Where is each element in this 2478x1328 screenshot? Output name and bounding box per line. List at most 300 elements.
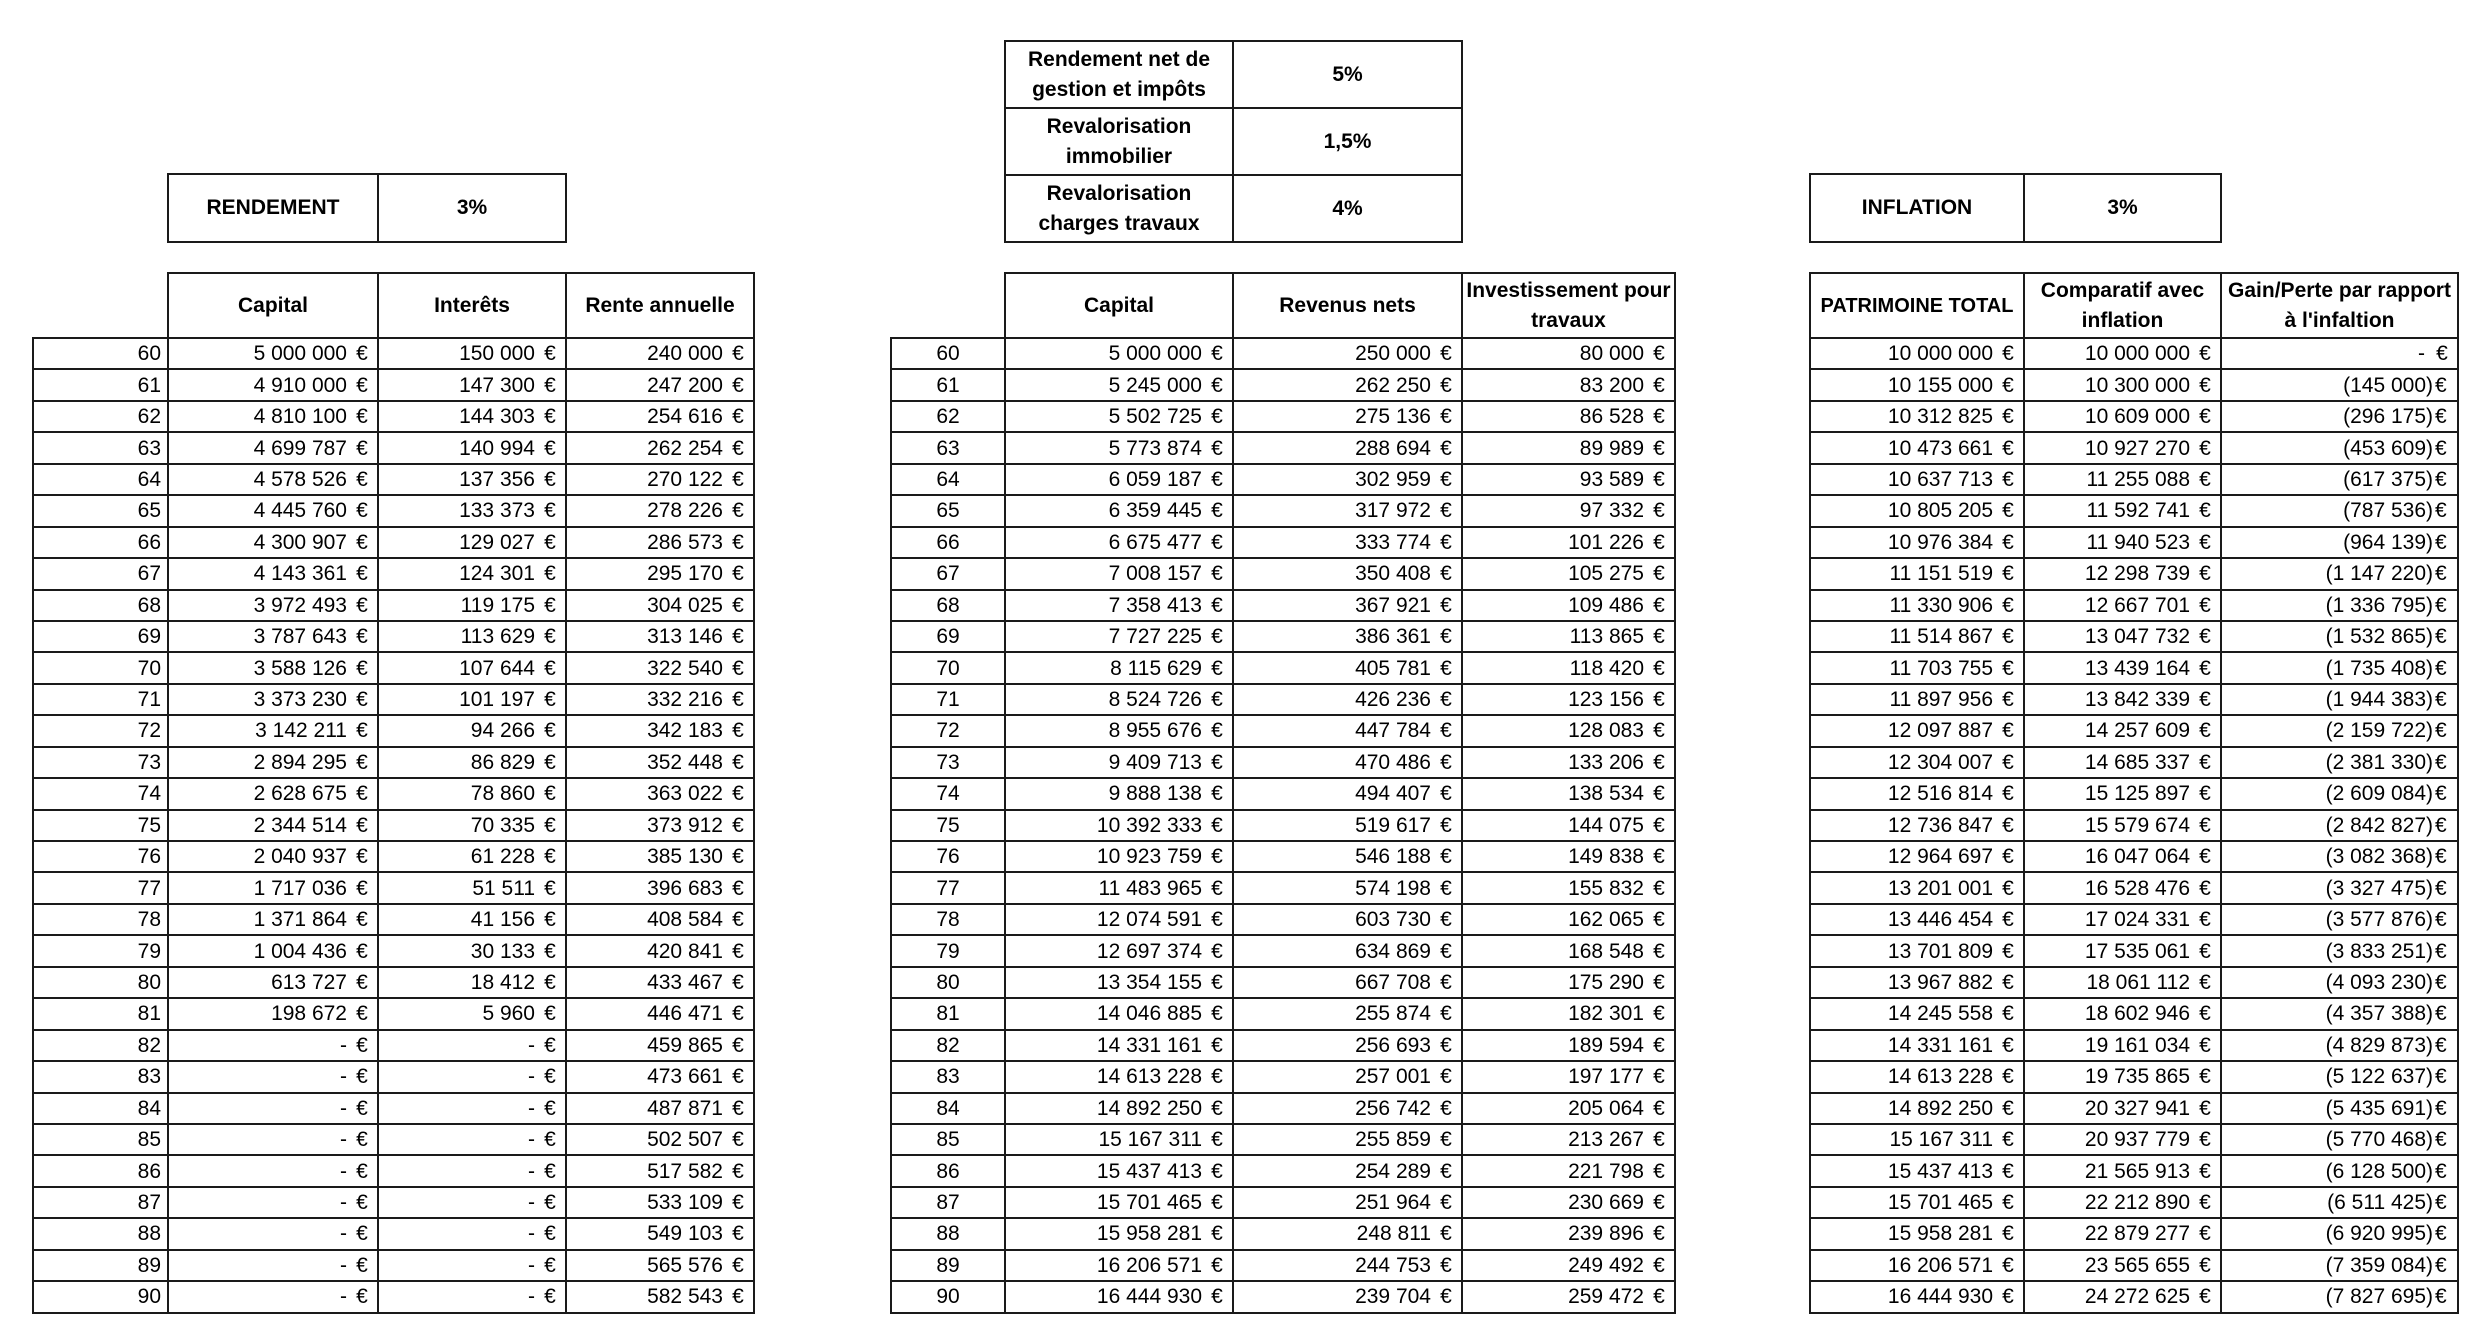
interets-cell[interactable] — [378, 621, 566, 652]
investissement-travaux-cell[interactable] — [1462, 401, 1675, 432]
gain-perte-cell[interactable] — [2221, 369, 2458, 400]
patrimoine-total-cell[interactable] — [1810, 904, 2024, 935]
capital-cell[interactable] — [168, 904, 378, 935]
rendement-net-value[interactable]: 5% — [1233, 41, 1462, 108]
rente-cell[interactable] — [566, 1218, 754, 1249]
gain-perte-cell[interactable] — [2221, 904, 2458, 935]
patrimoine-total-cell[interactable] — [1810, 967, 2024, 998]
patrimoine-total-cell[interactable] — [1810, 1061, 2024, 1092]
rente-cell[interactable] — [566, 998, 754, 1029]
rente-cell[interactable] — [566, 841, 754, 872]
revenus-nets-cell[interactable] — [1233, 338, 1462, 369]
capital-cell[interactable] — [168, 338, 378, 369]
investissement-travaux-cell[interactable] — [1462, 495, 1675, 526]
capital-cell[interactable] — [168, 527, 378, 558]
gain-perte-cell[interactable] — [2221, 684, 2458, 715]
capital-cell[interactable] — [1005, 527, 1233, 558]
revenus-nets-cell[interactable] — [1233, 1093, 1462, 1124]
revenus-nets-cell[interactable] — [1233, 810, 1462, 841]
capital-cell[interactable] — [1005, 810, 1233, 841]
investissement-travaux-cell[interactable] — [1462, 338, 1675, 369]
investissement-travaux-cell[interactable] — [1462, 558, 1675, 589]
patrimoine-total-cell[interactable] — [1810, 495, 2024, 526]
interets-cell[interactable] — [378, 1281, 566, 1312]
investissement-travaux-cell[interactable] — [1462, 1250, 1675, 1281]
patrimoine-total-cell[interactable] — [1810, 1218, 2024, 1249]
patrimoine-total-cell[interactable] — [1810, 527, 2024, 558]
revenus-nets-cell[interactable] — [1233, 1187, 1462, 1218]
rente-cell[interactable] — [566, 432, 754, 463]
interets-cell[interactable] — [378, 495, 566, 526]
interets-cell[interactable] — [378, 841, 566, 872]
revalorisation-travaux-value[interactable]: 4% — [1233, 175, 1462, 242]
euro-sign: € — [2199, 1253, 2211, 1277]
patrimoine-total-cell[interactable] — [1810, 338, 2024, 369]
patrimoine-total-cell[interactable] — [1810, 621, 2024, 652]
comparatif-inflation-cell[interactable] — [2024, 401, 2221, 432]
capital-cell[interactable] — [1005, 935, 1233, 966]
gain-perte-cell[interactable] — [2221, 527, 2458, 558]
investissement-travaux-cell[interactable] — [1462, 1061, 1675, 1092]
investissement-travaux-cell[interactable] — [1462, 1124, 1675, 1155]
gain-perte-cell[interactable] — [2221, 401, 2458, 432]
capital-cell[interactable] — [1005, 998, 1233, 1029]
comparatif-inflation-cell[interactable] — [2024, 1250, 2221, 1281]
capital-cell[interactable] — [168, 1155, 378, 1186]
rente-cell[interactable] — [566, 652, 754, 683]
gain-perte-cell[interactable] — [2221, 1250, 2458, 1281]
capital-cell[interactable] — [168, 1093, 378, 1124]
revenus-nets-cell[interactable] — [1233, 841, 1462, 872]
euro-sign: € — [2435, 688, 2447, 712]
patrimoine-total-cell[interactable] — [1810, 935, 2024, 966]
gain-perte-cell[interactable] — [2221, 1281, 2458, 1312]
investissement-travaux-cell[interactable] — [1462, 369, 1675, 400]
investissement-travaux-cell[interactable] — [1462, 841, 1675, 872]
capital-cell[interactable] — [1005, 1218, 1233, 1249]
comparatif-inflation-cell[interactable] — [2024, 495, 2221, 526]
rente-cell[interactable] — [566, 401, 754, 432]
investissement-travaux-cell[interactable] — [1462, 904, 1675, 935]
capital-cell[interactable] — [168, 872, 378, 903]
comparatif-inflation-cell[interactable] — [2024, 1218, 2221, 1249]
patrimoine-total-cell[interactable] — [1810, 432, 2024, 463]
comparatif-inflation-cell[interactable] — [2024, 904, 2221, 935]
capital-cell[interactable] — [1005, 778, 1233, 809]
comparatif-inflation-cell[interactable] — [2024, 747, 2221, 778]
gain-perte-cell[interactable] — [2221, 715, 2458, 746]
rente-cell[interactable] — [566, 558, 754, 589]
capital-cell[interactable] — [168, 652, 378, 683]
capital-cell[interactable] — [1005, 369, 1233, 400]
revenus-nets-cell[interactable] — [1233, 715, 1462, 746]
capital-cell[interactable] — [168, 1281, 378, 1312]
patrimoine-total-cell[interactable] — [1810, 715, 2024, 746]
capital-cell[interactable] — [168, 590, 378, 621]
investissement-travaux-cell[interactable] — [1462, 967, 1675, 998]
rente-cell[interactable] — [566, 495, 754, 526]
capital-cell[interactable] — [168, 1030, 378, 1061]
revenus-nets-cell[interactable] — [1233, 369, 1462, 400]
patrimoine-total-cell[interactable] — [1810, 1124, 2024, 1155]
interets-cell[interactable] — [378, 527, 566, 558]
revenus-nets-cell[interactable] — [1233, 747, 1462, 778]
patrimoine-total-cell[interactable] — [1810, 998, 2024, 1029]
interets-cell[interactable] — [378, 1061, 566, 1092]
capital-cell[interactable] — [168, 967, 378, 998]
gain-perte-cell[interactable] — [2221, 1187, 2458, 1218]
interets-cell[interactable] — [378, 935, 566, 966]
capital-cell[interactable] — [168, 747, 378, 778]
investissement-travaux-cell[interactable] — [1462, 684, 1675, 715]
gain-perte-cell[interactable] — [2221, 747, 2458, 778]
rente-cell[interactable] — [566, 1061, 754, 1092]
capital-cell[interactable] — [168, 401, 378, 432]
age-cell: 71 — [891, 684, 1005, 715]
rente-cell[interactable] — [566, 338, 754, 369]
revenus-nets-cell[interactable] — [1233, 527, 1462, 558]
investissement-travaux-cell[interactable] — [1462, 464, 1675, 495]
interets-cell[interactable] — [378, 967, 566, 998]
gain-perte-cell[interactable] — [2221, 1218, 2458, 1249]
comparatif-inflation-cell[interactable] — [2024, 527, 2221, 558]
comparatif-inflation-cell[interactable] — [2024, 1281, 2221, 1312]
capital-cell[interactable] — [168, 684, 378, 715]
euro-sign: € — [1211, 562, 1223, 586]
patrimoine-total-cell[interactable] — [1810, 841, 2024, 872]
interets-cell[interactable] — [378, 810, 566, 841]
euro-sign: € — [2002, 1159, 2014, 1183]
capital-cell[interactable] — [168, 621, 378, 652]
interets-cell-value: 101 197 — [459, 688, 535, 712]
capital-cell[interactable] — [1005, 1281, 1233, 1312]
euro-sign: € — [732, 562, 744, 586]
capital-cell[interactable] — [1005, 1250, 1233, 1281]
capital-cell[interactable] — [1005, 1061, 1233, 1092]
investissement-travaux-cell[interactable] — [1462, 1155, 1675, 1186]
investissement-travaux-cell[interactable] — [1462, 715, 1675, 746]
interets-cell[interactable] — [378, 369, 566, 400]
rente-cell[interactable] — [566, 747, 754, 778]
rente-cell[interactable] — [566, 684, 754, 715]
investissement-travaux-cell[interactable] — [1462, 432, 1675, 463]
capital-cell[interactable] — [1005, 495, 1233, 526]
capital-cell[interactable] — [1005, 904, 1233, 935]
interets-cell[interactable] — [378, 1218, 566, 1249]
capital-cell[interactable] — [1005, 684, 1233, 715]
rente-cell[interactable] — [566, 967, 754, 998]
comparatif-inflation-cell[interactable] — [2024, 338, 2221, 369]
comparatif-inflation-cell[interactable] — [2024, 590, 2221, 621]
capital-cell[interactable] — [168, 1061, 378, 1092]
investissement-travaux-cell[interactable] — [1462, 1030, 1675, 1061]
interets-cell[interactable] — [378, 1155, 566, 1186]
capital-cell[interactable] — [1005, 872, 1233, 903]
rente-cell[interactable] — [566, 715, 754, 746]
investissement-travaux-cell[interactable] — [1462, 652, 1675, 683]
revenus-nets-cell[interactable] — [1233, 432, 1462, 463]
comparatif-inflation-cell[interactable] — [2024, 1124, 2221, 1155]
rente-cell[interactable] — [566, 527, 754, 558]
revenus-nets-cell[interactable] — [1233, 464, 1462, 495]
gain-perte-cell[interactable] — [2221, 998, 2458, 1029]
gain-perte-cell[interactable] — [2221, 590, 2458, 621]
capital-cell[interactable] — [1005, 1187, 1233, 1218]
interets-cell[interactable] — [378, 1124, 566, 1155]
comparatif-inflation-cell[interactable] — [2024, 1061, 2221, 1092]
gain-perte-cell[interactable] — [2221, 432, 2458, 463]
patrimoine-total-cell[interactable] — [1810, 652, 2024, 683]
capital-cell[interactable] — [1005, 652, 1233, 683]
revenus-nets-cell[interactable] — [1233, 1030, 1462, 1061]
comparatif-inflation-cell[interactable] — [2024, 369, 2221, 400]
patrimoine-total-cell[interactable] — [1810, 464, 2024, 495]
revenus-nets-cell[interactable] — [1233, 967, 1462, 998]
revalorisation-immobilier-value[interactable]: 1,5% — [1233, 108, 1462, 175]
patrimoine-total-cell[interactable] — [1810, 558, 2024, 589]
comparatif-inflation-cell[interactable] — [2024, 810, 2221, 841]
inflation-value[interactable]: 3% — [2024, 174, 2221, 242]
interets-cell[interactable] — [378, 998, 566, 1029]
rente-cell[interactable] — [566, 1093, 754, 1124]
revenus-nets-cell[interactable] — [1233, 1281, 1462, 1312]
capital-cell[interactable] — [1005, 432, 1233, 463]
patrimoine-total-cell[interactable] — [1810, 872, 2024, 903]
table-row — [33, 1250, 754, 1281]
euro-sign: € — [1440, 1096, 1452, 1120]
investissement-travaux-cell[interactable] — [1462, 778, 1675, 809]
capital-cell[interactable] — [168, 998, 378, 1029]
investissement-travaux-cell[interactable] — [1462, 935, 1675, 966]
comparatif-inflation-cell[interactable] — [2024, 1187, 2221, 1218]
revenus-nets-cell[interactable] — [1233, 1250, 1462, 1281]
interets-cell[interactable] — [378, 904, 566, 935]
revenus-nets-cell[interactable] — [1233, 652, 1462, 683]
interets-cell[interactable] — [378, 558, 566, 589]
gain-perte-cell[interactable] — [2221, 967, 2458, 998]
age-cell: 60 — [891, 338, 1005, 369]
revenus-nets-cell[interactable] — [1233, 495, 1462, 526]
rendement-value[interactable]: 3% — [378, 174, 566, 242]
capital-cell[interactable] — [1005, 621, 1233, 652]
rente-cell[interactable] — [566, 369, 754, 400]
interets-cell-value: - — [528, 1065, 535, 1089]
interets-cell[interactable] — [378, 1250, 566, 1281]
revenus-nets-cell[interactable] — [1233, 904, 1462, 935]
gain-perte-cell-value: (5 770 468) — [2325, 1128, 2433, 1152]
euro-sign: € — [544, 436, 556, 460]
capital-cell[interactable] — [168, 778, 378, 809]
comparatif-inflation-cell[interactable] — [2024, 1030, 2221, 1061]
capital-cell[interactable] — [168, 432, 378, 463]
investissement-travaux-cell[interactable] — [1462, 998, 1675, 1029]
euro-sign: € — [1440, 688, 1452, 712]
capital-cell[interactable] — [168, 935, 378, 966]
patrimoine-total-cell[interactable] — [1810, 778, 2024, 809]
comparatif-inflation-cell[interactable] — [2024, 841, 2221, 872]
capital-cell[interactable] — [1005, 1030, 1233, 1061]
capital-cell[interactable] — [168, 841, 378, 872]
interets-cell[interactable] — [378, 464, 566, 495]
revenus-nets-cell[interactable] — [1233, 935, 1462, 966]
rente-cell[interactable] — [566, 1124, 754, 1155]
interets-cell[interactable] — [378, 338, 566, 369]
revenus-nets-cell[interactable] — [1233, 998, 1462, 1029]
patrimoine-total-cell[interactable] — [1810, 1093, 2024, 1124]
capital-cell[interactable] — [168, 464, 378, 495]
capital-cell[interactable] — [168, 1250, 378, 1281]
capital-cell[interactable] — [1005, 841, 1233, 872]
rente-cell[interactable] — [566, 590, 754, 621]
interets-cell[interactable] — [378, 401, 566, 432]
capital-cell[interactable] — [1005, 401, 1233, 432]
comparatif-inflation-cell[interactable] — [2024, 621, 2221, 652]
gain-perte-cell[interactable] — [2221, 558, 2458, 589]
comparatif-inflation-cell[interactable] — [2024, 778, 2221, 809]
capital-cell[interactable] — [1005, 967, 1233, 998]
rente-cell[interactable] — [566, 778, 754, 809]
investissement-travaux-cell[interactable] — [1462, 872, 1675, 903]
investissement-travaux-cell[interactable] — [1462, 590, 1675, 621]
capital-cell[interactable] — [1005, 338, 1233, 369]
comparatif-inflation-cell[interactable] — [2024, 1093, 2221, 1124]
capital-cell[interactable] — [1005, 747, 1233, 778]
patrimoine-total-cell[interactable] — [1810, 1250, 2024, 1281]
comparatif-inflation-cell[interactable] — [2024, 432, 2221, 463]
gain-perte-cell[interactable] — [2221, 1030, 2458, 1061]
gain-perte-cell[interactable] — [2221, 1155, 2458, 1186]
comparatif-inflation-cell[interactable] — [2024, 652, 2221, 683]
gain-perte-cell[interactable] — [2221, 495, 2458, 526]
investissement-travaux-cell[interactable] — [1462, 1281, 1675, 1312]
revenus-nets-cell[interactable] — [1233, 621, 1462, 652]
gain-perte-cell[interactable] — [2221, 1061, 2458, 1092]
investissement-travaux-cell[interactable] — [1462, 527, 1675, 558]
gain-perte-cell[interactable] — [2221, 841, 2458, 872]
patrimoine-total-cell[interactable] — [1810, 1030, 2024, 1061]
interets-cell[interactable] — [378, 778, 566, 809]
patrimoine-total-cell[interactable] — [1810, 590, 2024, 621]
gain-perte-cell[interactable] — [2221, 621, 2458, 652]
investissement-travaux-cell[interactable] — [1462, 1218, 1675, 1249]
gain-perte-cell[interactable] — [2221, 338, 2458, 369]
patrimoine-total-cell[interactable] — [1810, 369, 2024, 400]
patrimoine-total-cell[interactable] — [1810, 1155, 2024, 1186]
capital-cell[interactable] — [168, 810, 378, 841]
capital-cell[interactable] — [168, 1187, 378, 1218]
investissement-travaux-cell[interactable] — [1462, 621, 1675, 652]
patrimoine-total-cell[interactable] — [1810, 810, 2024, 841]
comparatif-inflation-cell[interactable] — [2024, 1155, 2221, 1186]
interets-cell[interactable] — [378, 432, 566, 463]
revenus-nets-cell[interactable] — [1233, 778, 1462, 809]
rente-cell[interactable] — [566, 464, 754, 495]
capital-cell[interactable] — [168, 1124, 378, 1155]
investissement-travaux-cell[interactable] — [1462, 747, 1675, 778]
revenus-nets-cell[interactable] — [1233, 1155, 1462, 1186]
revenus-nets-cell[interactable] — [1233, 1218, 1462, 1249]
comparatif-inflation-cell[interactable] — [2024, 464, 2221, 495]
gain-perte-cell[interactable] — [2221, 778, 2458, 809]
capital-cell[interactable] — [168, 495, 378, 526]
comparatif-inflation-cell[interactable] — [2024, 715, 2221, 746]
interets-cell[interactable] — [378, 652, 566, 683]
comparatif-inflation-cell[interactable] — [2024, 967, 2221, 998]
gain-perte-cell[interactable] — [2221, 810, 2458, 841]
interets-cell[interactable] — [378, 715, 566, 746]
revenus-nets-cell[interactable] — [1233, 1061, 1462, 1092]
comparatif-inflation-cell[interactable] — [2024, 684, 2221, 715]
rente-cell[interactable] — [566, 621, 754, 652]
rente-cell[interactable] — [566, 904, 754, 935]
gain-perte-cell[interactable] — [2221, 872, 2458, 903]
patrimoine-total-cell[interactable] — [1810, 1187, 2024, 1218]
comparatif-inflation-cell[interactable] — [2024, 998, 2221, 1029]
euro-sign: € — [1440, 373, 1452, 397]
rente-cell[interactable] — [566, 935, 754, 966]
comparatif-inflation-cell[interactable] — [2024, 558, 2221, 589]
patrimoine-total-cell[interactable] — [1810, 684, 2024, 715]
capital-cell[interactable] — [168, 715, 378, 746]
capital-cell[interactable] — [1005, 590, 1233, 621]
rente-cell[interactable] — [566, 872, 754, 903]
rente-cell[interactable] — [566, 1187, 754, 1218]
capital-cell[interactable] — [1005, 464, 1233, 495]
interets-cell[interactable] — [378, 872, 566, 903]
age-cell: 82 — [33, 1030, 168, 1061]
patrimoine-total-cell[interactable] — [1810, 747, 2024, 778]
gain-perte-cell[interactable] — [2221, 1093, 2458, 1124]
rente-cell[interactable] — [566, 1250, 754, 1281]
rente-cell[interactable] — [566, 1030, 754, 1061]
capital-cell[interactable] — [168, 369, 378, 400]
capital-cell[interactable] — [1005, 1155, 1233, 1186]
capital-cell[interactable] — [1005, 715, 1233, 746]
gain-perte-cell[interactable] — [2221, 652, 2458, 683]
rente-cell[interactable] — [566, 1281, 754, 1312]
revenus-nets-cell[interactable] — [1233, 558, 1462, 589]
interets-cell[interactable] — [378, 1187, 566, 1218]
comparatif-inflation-cell[interactable] — [2024, 935, 2221, 966]
interets-cell[interactable] — [378, 590, 566, 621]
capital-cell[interactable] — [1005, 1124, 1233, 1155]
interets-cell[interactable] — [378, 684, 566, 715]
patrimoine-total-cell[interactable] — [1810, 401, 2024, 432]
revenus-nets-cell[interactable] — [1233, 401, 1462, 432]
rente-cell[interactable] — [566, 1155, 754, 1186]
revenus-nets-cell[interactable] — [1233, 872, 1462, 903]
interets-cell[interactable] — [378, 747, 566, 778]
revenus-nets-cell[interactable] — [1233, 590, 1462, 621]
gain-perte-cell[interactable] — [2221, 464, 2458, 495]
investissement-travaux-cell[interactable] — [1462, 810, 1675, 841]
rente-cell[interactable] — [566, 810, 754, 841]
investissement-travaux-cell[interactable] — [1462, 1093, 1675, 1124]
revenus-nets-cell[interactable] — [1233, 1124, 1462, 1155]
gain-perte-cell[interactable] — [2221, 935, 2458, 966]
capital-cell[interactable] — [1005, 1093, 1233, 1124]
interets-cell[interactable] — [378, 1030, 566, 1061]
capital-cell[interactable] — [1005, 558, 1233, 589]
gain-perte-cell[interactable] — [2221, 1124, 2458, 1155]
revenus-nets-cell[interactable] — [1233, 684, 1462, 715]
capital-cell[interactable] — [168, 558, 378, 589]
interets-cell[interactable] — [378, 1093, 566, 1124]
capital-cell[interactable] — [168, 1218, 378, 1249]
patrimoine-total-cell[interactable] — [1810, 1281, 2024, 1312]
comparatif-inflation-cell[interactable] — [2024, 872, 2221, 903]
investissement-travaux-cell[interactable] — [1462, 1187, 1675, 1218]
